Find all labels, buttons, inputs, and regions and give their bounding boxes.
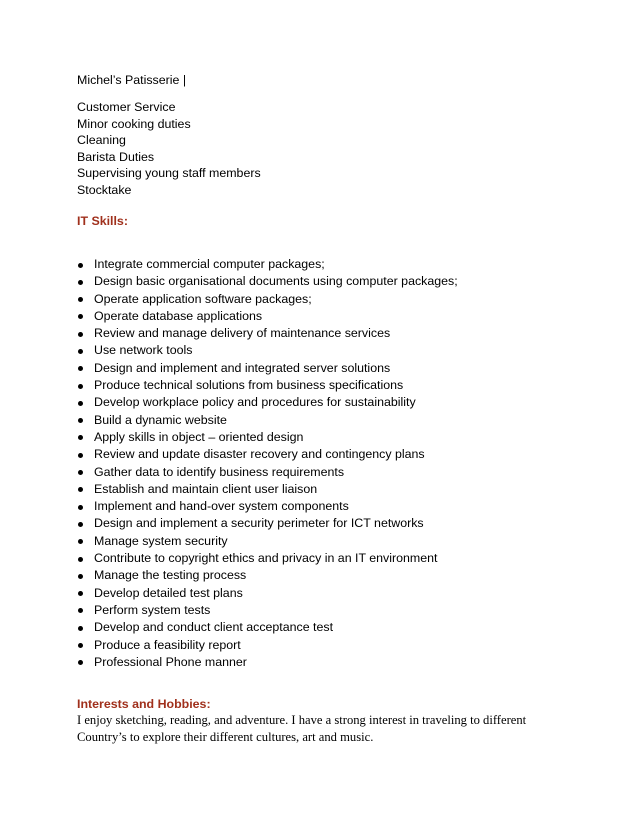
skill-item	[77, 308, 458, 325]
bullet-icon	[78, 366, 83, 371]
bullet-icon	[78, 470, 83, 475]
skill-item	[77, 619, 458, 636]
duty-item: Barista Duties	[77, 149, 155, 164]
bullet-icon	[78, 643, 83, 648]
duties-list	[77, 99, 261, 199]
skill-label: Perform system tests	[94, 602, 211, 617]
skill-item	[77, 394, 458, 411]
skill-label: Review and update disaster recovery and contingency plans	[94, 447, 425, 462]
skill-label: Integrate commercial computer packages;	[94, 257, 325, 271]
skill-item	[77, 515, 458, 532]
skill-label: Gather data to identify business requirements	[94, 464, 345, 479]
skill-label: Professional Phone manner	[94, 654, 247, 669]
skill-item	[77, 481, 458, 498]
bullet-icon	[78, 505, 83, 510]
it-skills-list	[77, 256, 458, 671]
interests-heading: Interests and Hobbies:	[77, 697, 211, 711]
bullet-icon	[78, 539, 83, 544]
bullet-icon	[78, 660, 83, 665]
it-skills-heading: IT Skills:	[77, 214, 128, 228]
bullet-icon	[78, 522, 83, 527]
skill-item	[77, 256, 458, 273]
skill-label: Manage the testing process	[94, 568, 247, 583]
duty-item: Stocktake	[77, 182, 132, 197]
skill-item	[77, 585, 458, 602]
duty-item: Minor cooking duties	[77, 116, 191, 131]
skill-label: Use network tools	[94, 343, 193, 358]
interests-text: I enjoy sketching, reading, and adventure. I have a strong interest in traveling to different Country’s to explore their different cultures, art and music.	[77, 713, 527, 744]
skill-item	[77, 550, 458, 567]
skill-label: Develop workplace policy and procedures for sustainability	[94, 395, 416, 410]
bullet-icon	[78, 384, 83, 389]
bullet-icon	[78, 418, 83, 423]
bullet-icon	[78, 280, 83, 285]
skill-item	[77, 325, 458, 342]
skill-item	[77, 567, 458, 584]
bullet-icon	[78, 591, 83, 596]
skill-label: Operate application software packages;	[94, 291, 312, 306]
skill-label: Produce technical solutions from business specifications	[94, 378, 404, 393]
skill-item	[77, 446, 458, 463]
skill-item	[77, 654, 458, 671]
skill-label: Manage system security	[94, 533, 228, 548]
bullet-icon	[78, 263, 83, 268]
skill-label: Develop detailed test plans	[94, 585, 243, 600]
bullet-icon	[78, 332, 83, 337]
skill-item	[77, 533, 458, 550]
duty-item: Customer Service	[77, 100, 176, 114]
bullet-icon	[78, 453, 83, 458]
skill-item	[77, 464, 458, 481]
skill-label: Build a dynamic website	[94, 412, 227, 427]
skill-item	[77, 429, 458, 446]
skill-label: Produce a feasibility report	[94, 637, 241, 652]
employer-name: Michel’s Patisserie |	[77, 73, 187, 87]
skill-item	[77, 273, 458, 290]
skill-item	[77, 291, 458, 308]
skill-label: Establish and maintain client user liaison	[94, 481, 318, 496]
bullet-icon	[78, 401, 83, 406]
bullet-icon	[78, 574, 83, 579]
bullet-icon	[78, 626, 83, 631]
bullet-icon	[78, 435, 83, 440]
bullet-icon	[78, 297, 83, 302]
skill-label: Operate database applications	[94, 308, 263, 323]
bullet-icon	[78, 487, 83, 492]
bullet-icon	[78, 608, 83, 613]
skill-item	[77, 342, 458, 359]
bullet-icon	[78, 349, 83, 354]
skill-item	[77, 637, 458, 654]
skill-item	[77, 360, 458, 377]
skill-item	[77, 602, 458, 619]
duty-item: Cleaning	[77, 133, 126, 148]
skill-label: Design basic organisational documents using computer packages;	[94, 274, 458, 289]
bullet-icon	[78, 314, 83, 319]
bullet-icon	[78, 557, 83, 562]
skill-label: Apply skills in object – oriented design	[94, 429, 304, 444]
skill-item	[77, 377, 458, 394]
skill-label: Design and implement and integrated server solutions	[94, 360, 391, 375]
skill-label: Contribute to copyright ethics and privacy in an IT environment	[94, 551, 438, 566]
duty-item: Supervising young staff members	[77, 166, 261, 181]
skill-label: Implement and hand-over system components	[94, 499, 349, 514]
skill-item	[77, 498, 458, 515]
skill-label: Develop and conduct client acceptance test	[94, 620, 334, 635]
skill-label: Design and implement a security perimeter for ICT networks	[94, 516, 424, 531]
skill-item	[77, 412, 458, 429]
skill-label: Review and manage delivery of maintenance services	[94, 326, 391, 341]
